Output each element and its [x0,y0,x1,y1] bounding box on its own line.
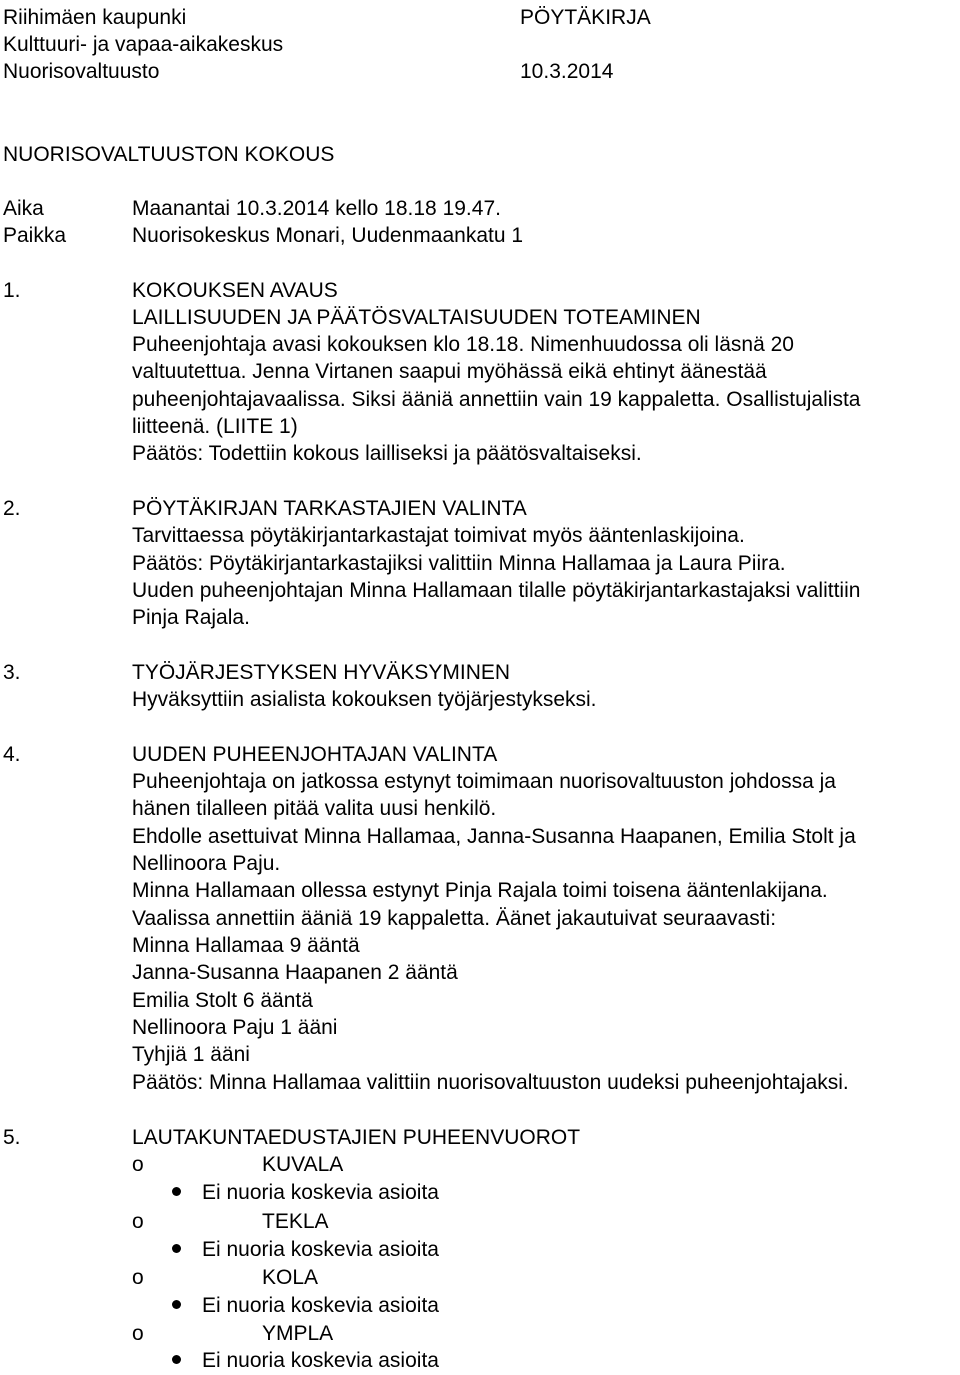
decision-line: Päätös: Pöytäkirjantarkastajiksi valittiin Minna Hallamaa ja Laura Piira. [132,552,786,575]
vote-line: Tyhjiä 1 ääni [132,1043,250,1066]
committee-name: YMPLA [262,1322,334,1345]
section-line: Tarvittaessa pöytäkirjantarkastajat toimivat myös ääntenlaskijoina. [132,524,745,547]
section-number: 5. [3,1126,21,1149]
place-value: Nuorisokeskus Monari, Uudenmaankatu 1 [132,224,524,247]
committee-name: TEKLA [262,1210,329,1233]
header-date: 10.3.2014 [520,60,614,83]
bullet-icon [172,1355,181,1364]
bullet-icon [172,1300,181,1309]
decision-line: Päätös: Minna Hallamaa valittiin nuorisovaltuuston uudeksi puheenjohtajaksi. [132,1071,849,1094]
header-city: Riihimäen kaupunki [3,6,187,29]
section-line: liitteenä. (LIITE 1) [132,415,298,438]
time-label: Aika [3,197,44,220]
section-line: Uuden puheenjohtajan Minna Hallamaan tilalle pöytäkirjantarkastajaksi valittiin [132,579,861,602]
section-number: 1. [3,279,21,302]
list-marker-circle: o [132,1153,144,1176]
committee-note: Ei nuoria koskevia asioita [202,1294,439,1317]
section-line: hänen tilalleen pitää valita uusi henkilö. [132,797,497,820]
place-label: Paikka [3,224,67,247]
section-number: 3. [3,661,21,684]
section-line: Pinja Rajala. [132,606,250,629]
header-body: Nuorisovaltuusto [3,60,160,83]
vote-line: Emilia Stolt 6 ääntä [132,989,313,1012]
section-heading: KOKOUKSEN AVAUS [132,279,338,302]
section-line: Nellinoora Paju. [132,852,281,875]
section-line: Ehdolle asettuivat Minna Hallamaa, Janna-Susanna Haapanen, Emilia Stolt ja [132,825,856,848]
header-department: Kulttuuri- ja vapaa-aikakeskus [3,33,284,56]
list-marker-circle: o [132,1210,144,1233]
header-doc-type: PÖYTÄKIRJA [520,6,651,29]
section-heading: LAUTAKUNTAEDUSTAJIEN PUHEENVUOROT [132,1126,581,1149]
time-value: Maanantai 10.3.2014 kello 18.18 19.47. [132,197,501,220]
committee-note: Ei nuoria koskevia asioita [202,1349,439,1372]
vote-line: Janna-Susanna Haapanen 2 ääntä [132,961,458,984]
committee-note: Ei nuoria koskevia asioita [202,1181,439,1204]
section-line: Vaalissa annettiin ääniä 19 kappaletta. Äänet jakautuivat seuraavasti: [132,907,777,930]
committee-note: Ei nuoria koskevia asioita [202,1238,439,1261]
section-line: Minna Hallamaan ollessa estynyt Pinja Rajala toimi toisena ääntenlakijana. [132,879,828,902]
section-line: Hyväksyttiin asialista kokouksen työjärjestykseksi. [132,688,597,711]
list-marker-circle: o [132,1322,144,1345]
bullet-icon [172,1187,181,1196]
section-number: 4. [3,743,21,766]
section-heading: UUDEN PUHEENJOHTAJAN VALINTA [132,743,498,766]
vote-line: Nellinoora Paju 1 ääni [132,1016,338,1039]
page-title: NUORISOVALTUUSTON KOKOUS [3,143,335,166]
section-number: 2. [3,497,21,520]
section-line: Puheenjohtaja on jatkossa estynyt toimimaan nuorisovaltuuston johdossa ja [132,770,836,793]
section-heading: TYÖJÄRJESTYKSEN HYVÄKSYMINEN [132,661,511,684]
list-marker-circle: o [132,1266,144,1289]
committee-name: KUVALA [262,1153,344,1176]
bullet-icon [172,1244,181,1253]
section-line: LAILLISUUDEN JA PÄÄTÖSVALTAISUUDEN TOTEAMINEN [132,306,701,329]
section-line: valtuutettua. Jenna Virtanen saapui myöhässä eikä ehtinyt äänestää [132,360,767,383]
decision-line: Päätös: Todettiin kokous lailliseksi ja päätösvaltaiseksi. [132,442,642,465]
section-line: Puheenjohtaja avasi kokouksen klo 18.18. Nimenhuudossa oli läsnä 20 [132,333,794,356]
section-line: puheenjohtajavaalissa. Siksi ääniä annettiin vain 19 kappaletta. Osallistujalista [132,388,861,411]
vote-line: Minna Hallamaa 9 ääntä [132,934,360,957]
section-heading: PÖYTÄKIRJAN TARKASTAJIEN VALINTA [132,497,527,520]
committee-name: KOLA [262,1266,319,1289]
